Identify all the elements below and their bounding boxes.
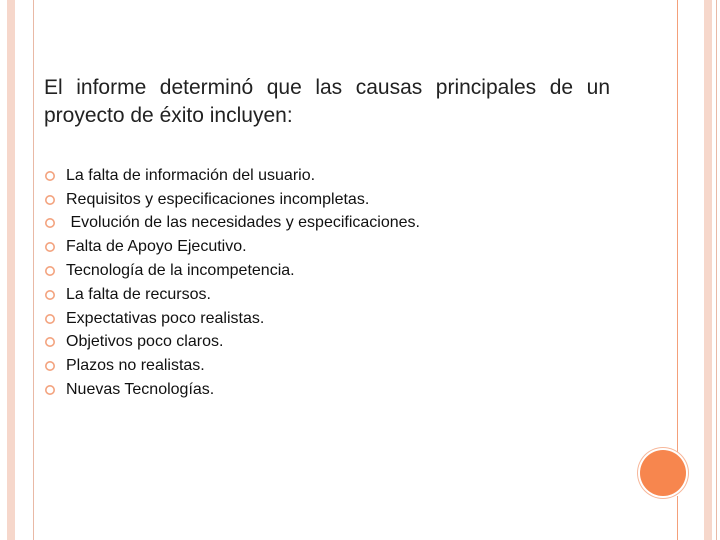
decorative-line-bottom — [677, 496, 678, 540]
list-item — [44, 164, 420, 188]
list-item-text: Requisitos y especificaciones incompletas. — [66, 190, 370, 208]
list-item — [44, 188, 420, 212]
slide-intro-text: El informe determinó que las causas principales de un proyecto de éxito incluyen: — [44, 76, 610, 127]
list-item-text: Tecnología de la incompetencia. — [66, 262, 295, 280]
bullet-list — [44, 164, 420, 402]
ring-bullet-icon — [44, 313, 56, 325]
ring-bullet-icon — [44, 241, 56, 253]
list-item-text: La falta de recursos. — [66, 285, 211, 303]
list-item-text: Plazos no realistas. — [66, 357, 205, 375]
list-item-text: Falta de Apoyo Ejecutivo. — [66, 238, 247, 256]
ring-bullet-icon — [44, 217, 56, 229]
list-item-text: Objetivos poco claros. — [66, 333, 224, 351]
list-item — [44, 212, 420, 236]
list-item — [44, 331, 420, 355]
ring-bullet-icon — [44, 336, 56, 348]
list-item — [44, 283, 420, 307]
ring-bullet-icon — [44, 360, 56, 372]
frame-inner-line-left — [33, 0, 34, 540]
ring-bullet-icon — [44, 194, 56, 206]
ring-bullet-icon — [44, 265, 56, 277]
decorative-circle — [640, 450, 686, 496]
list-item — [44, 307, 420, 331]
ring-bullet-icon — [44, 289, 56, 301]
list-item — [44, 235, 420, 259]
list-item — [44, 354, 420, 378]
list-item — [44, 259, 420, 283]
list-item-text: La falta de información del usuario. — [66, 166, 316, 184]
ring-bullet-icon — [44, 384, 56, 396]
list-item-text: Evolución de las necesidades y especificaciones. — [66, 214, 420, 232]
list-item-text: Expectativas poco realistas. — [66, 309, 265, 327]
decorative-line-top — [677, 0, 678, 452]
list-item-text: Nuevas Tecnologías. — [66, 381, 215, 399]
ring-bullet-icon — [44, 170, 56, 182]
list-item — [44, 378, 420, 402]
frame-inner-line-right — [716, 0, 717, 540]
